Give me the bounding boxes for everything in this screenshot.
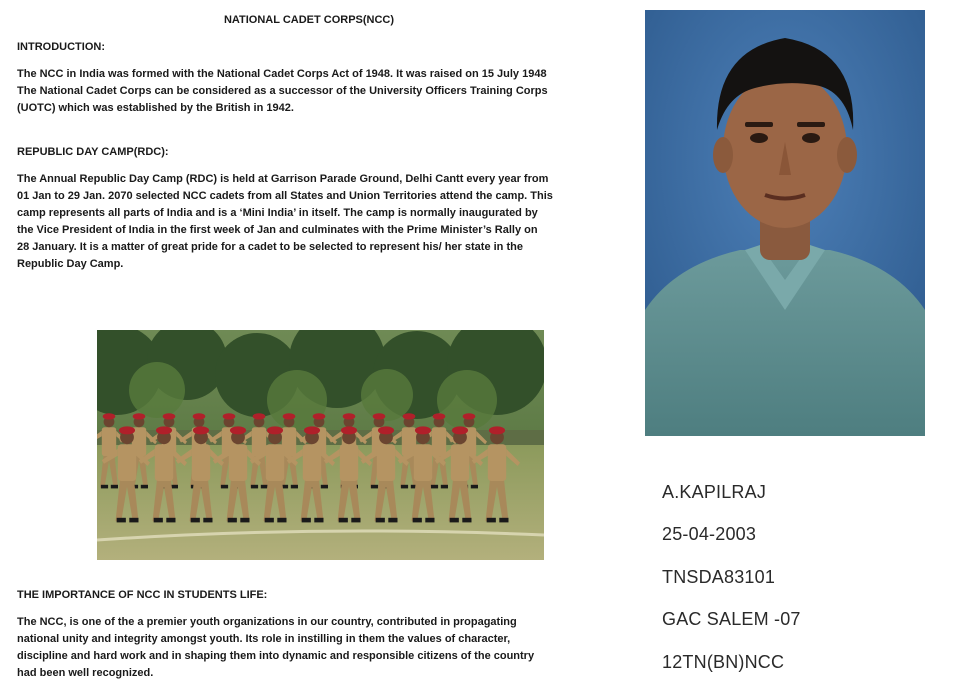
rdc-line: 28 January. It is a matter of great pride for a cadet to be selected to represent his/ her state in the	[17, 241, 523, 253]
importance-line: discipline and hard work and in shaping them into dynamic and responsible citizens of the country	[17, 650, 535, 662]
document-title: NATIONAL CADET CORPS(NCC)	[223, 14, 395, 26]
intro-line: (UOTC) which was established by the British in 1942.	[17, 102, 294, 114]
profile-id: TNSDA83101	[662, 567, 776, 587]
portrait-photo	[645, 10, 925, 436]
rdc-line: The Annual Republic Day Camp (RDC) is held at Garrison Parade Ground, Delhi Cantt every year from	[17, 173, 549, 185]
rdc-paragraph	[17, 171, 577, 273]
rdc-line: 01 Jan to 29 Jan. 2070 selected NCC cadets from all States and Union Territories attend the camp. This	[17, 190, 553, 202]
profile-unit: 12TN(BN)NCC	[662, 652, 785, 672]
importance-line: had been well recognized.	[17, 667, 154, 679]
intro-paragraph	[17, 66, 577, 117]
parade-photo	[97, 330, 544, 560]
importance-paragraph	[17, 614, 577, 682]
intro-heading: INTRODUCTION:	[17, 41, 105, 53]
rdc-line: the Vice President of India in the first week of Jan and culminates with the Prime Minister’s Rally on	[17, 224, 538, 236]
rdc-line: camp represents all parts of India and is a ‘Mini India’ in itself. The camp is normally inaugurated by	[17, 207, 538, 219]
profile-name: A.KAPILRAJ	[662, 482, 767, 502]
rdc-heading: REPUBLIC DAY CAMP(RDC):	[17, 146, 169, 158]
rdc-line: Republic Day Camp.	[17, 258, 124, 270]
importance-line: national unity and integrity amongst youth. Its role in instilling in them the values of character,	[17, 633, 511, 645]
intro-line: The National Cadet Corps can be considered as a successor of the University Officers Training Corps	[17, 85, 548, 97]
intro-line: The NCC in India was formed with the National Cadet Corps Act of 1948. It was raised on 15 July 1948	[17, 68, 547, 80]
importance-heading: THE IMPORTANCE OF NCC IN STUDENTS LIFE:	[17, 589, 268, 601]
profile-dob: 25-04-2003	[662, 524, 757, 544]
importance-line: The NCC, is one of the a premier youth organizations in our country, contributed in propagating	[17, 616, 517, 628]
profile-college: GAC SALEM -07	[662, 609, 801, 629]
